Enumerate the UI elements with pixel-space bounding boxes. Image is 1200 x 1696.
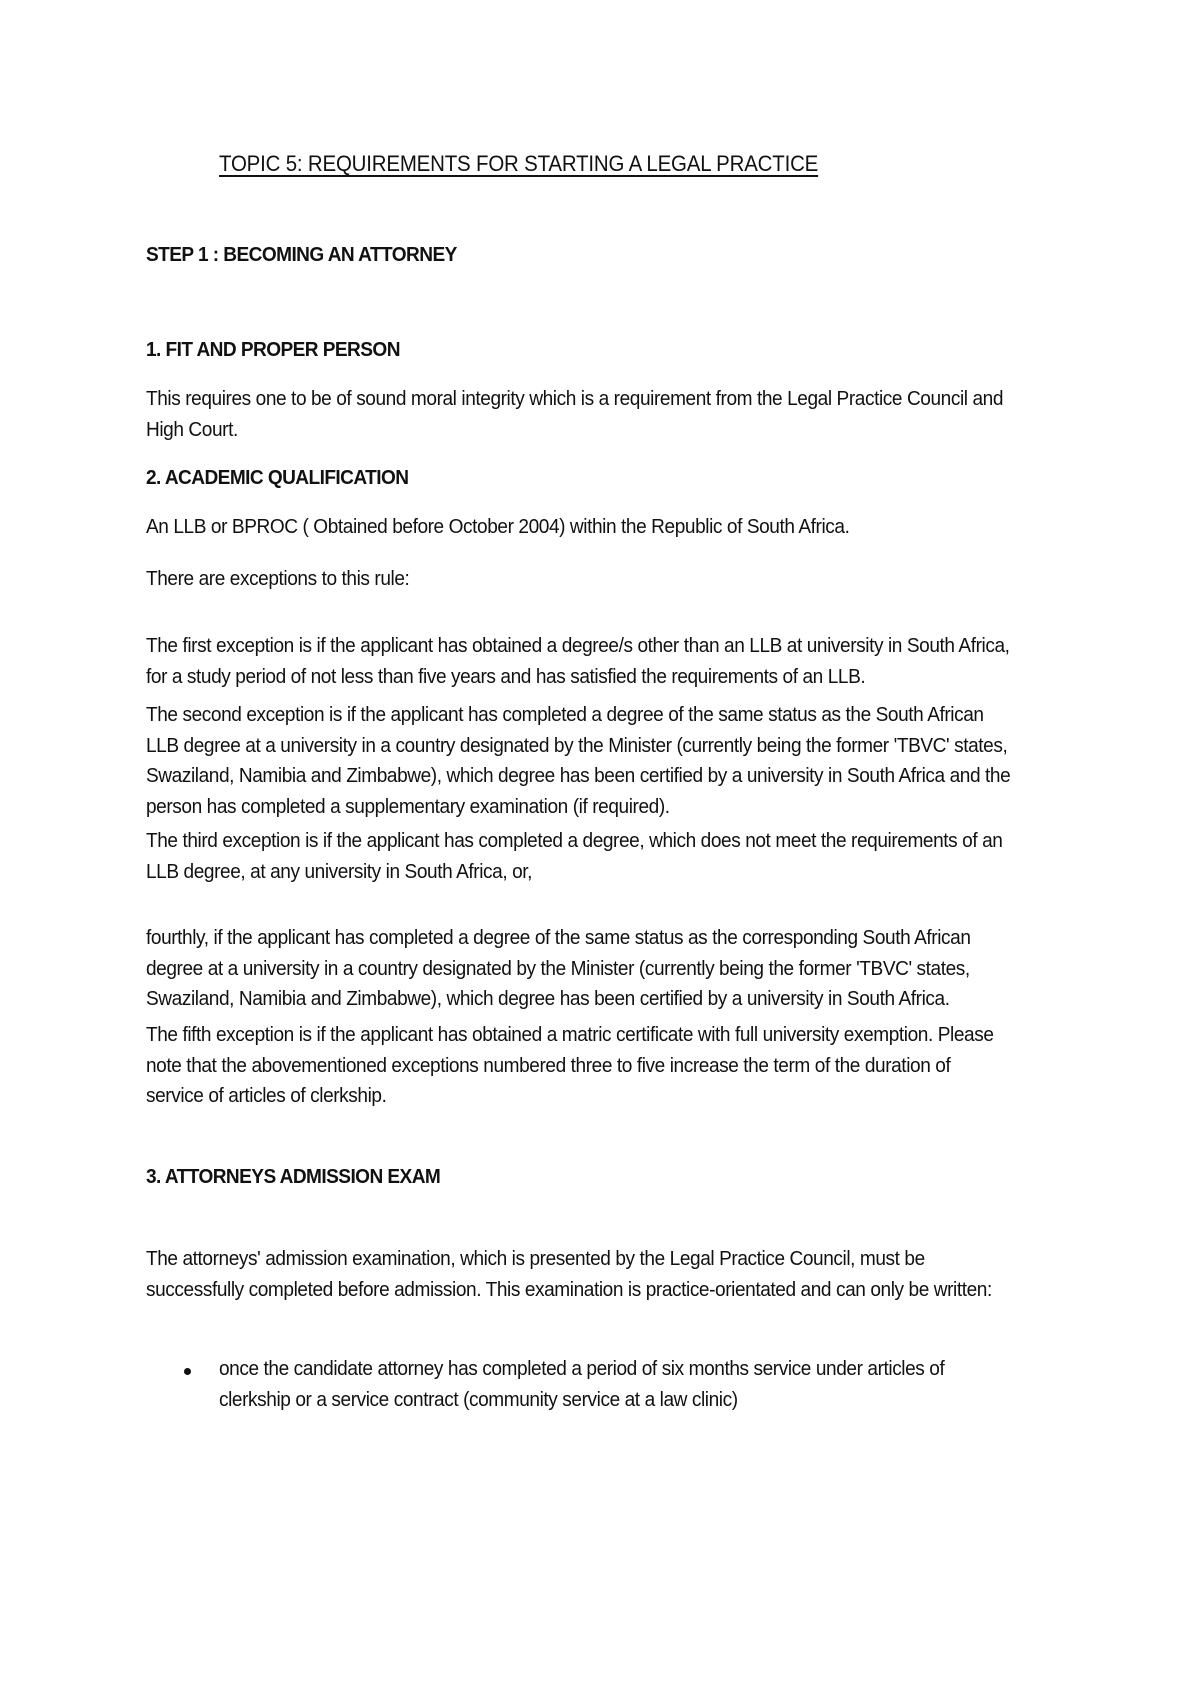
paragraph-admission-exam: The attorneys' admission examination, which is presented by the Legal Practice Council, must be successfully completed before admission. This examination is practice-orientated and can only be written: <box>146 1247 992 1301</box>
paragraph-exception-1: The first exception is if the applicant has obtained a degree/s other than an LLB at university in South Africa, for a study period of not less than five years and has satisfied the requirements of an LLB. <box>146 634 1010 688</box>
step-heading: STEP 1 : BECOMING AN ATTORNEY <box>146 243 457 266</box>
paragraph-fit-and-proper: This requires one to be of sound moral integrity which is a requirement from the Legal Practice Council and High Court. <box>146 387 1004 441</box>
paragraph-exception-4: fourthly, if the applicant has completed a degree of the same status as the corresponding South African degree at a university in a country designated by the Minister (currently being the former 'TBVC' states, Swaziland, Namibia and Zimbabwe), which degree has been certified by a university in South Africa. <box>146 926 971 1010</box>
bullet-icon <box>184 1368 191 1375</box>
paragraph-academic-intro: An LLB or BPROC ( Obtained before October 2004) within the Republic of South Africa. <box>146 515 850 538</box>
paragraph-exception-3: The third exception is if the applicant has completed a degree, which does not meet the requirements of an LLB degree, at any university in South Africa, or, <box>146 829 1003 883</box>
list-item-text: once the candidate attorney has completed a period of six months service under articles of clerkship or a service contract (community service at a law clinic) <box>219 1357 945 1411</box>
section-heading-academic-qualification: 2. ACADEMIC QUALIFICATION <box>146 466 409 489</box>
paragraph-exception-2: The second exception is if the applicant has completed a degree of the same status as the South African LLB degree at a university in a country designated by the Minister (currently being the former 'TBVC' states, Swaziland, Namibia and Zimbabwe), which degree has been certified by a university in South Africa and the person has completed a supplementary examination (if required). <box>146 703 1011 818</box>
document-title: TOPIC 5: REQUIREMENTS FOR STARTING A LEGAL PRACTICE <box>219 151 819 176</box>
paragraph-exception-5: The fifth exception is if the applicant has obtained a matric certificate with full university exemption. Please note that the abovementioned exceptions numbered three to five increase the term of the duration of service of articles of clerkship. <box>146 1023 994 1107</box>
paragraph-exceptions-intro: There are exceptions to this rule: <box>146 567 410 590</box>
section-heading-fit-and-proper: 1. FIT AND PROPER PERSON <box>146 338 400 361</box>
section-heading-admission-exam: 3. ATTORNEYS ADMISSION EXAM <box>146 1165 441 1188</box>
